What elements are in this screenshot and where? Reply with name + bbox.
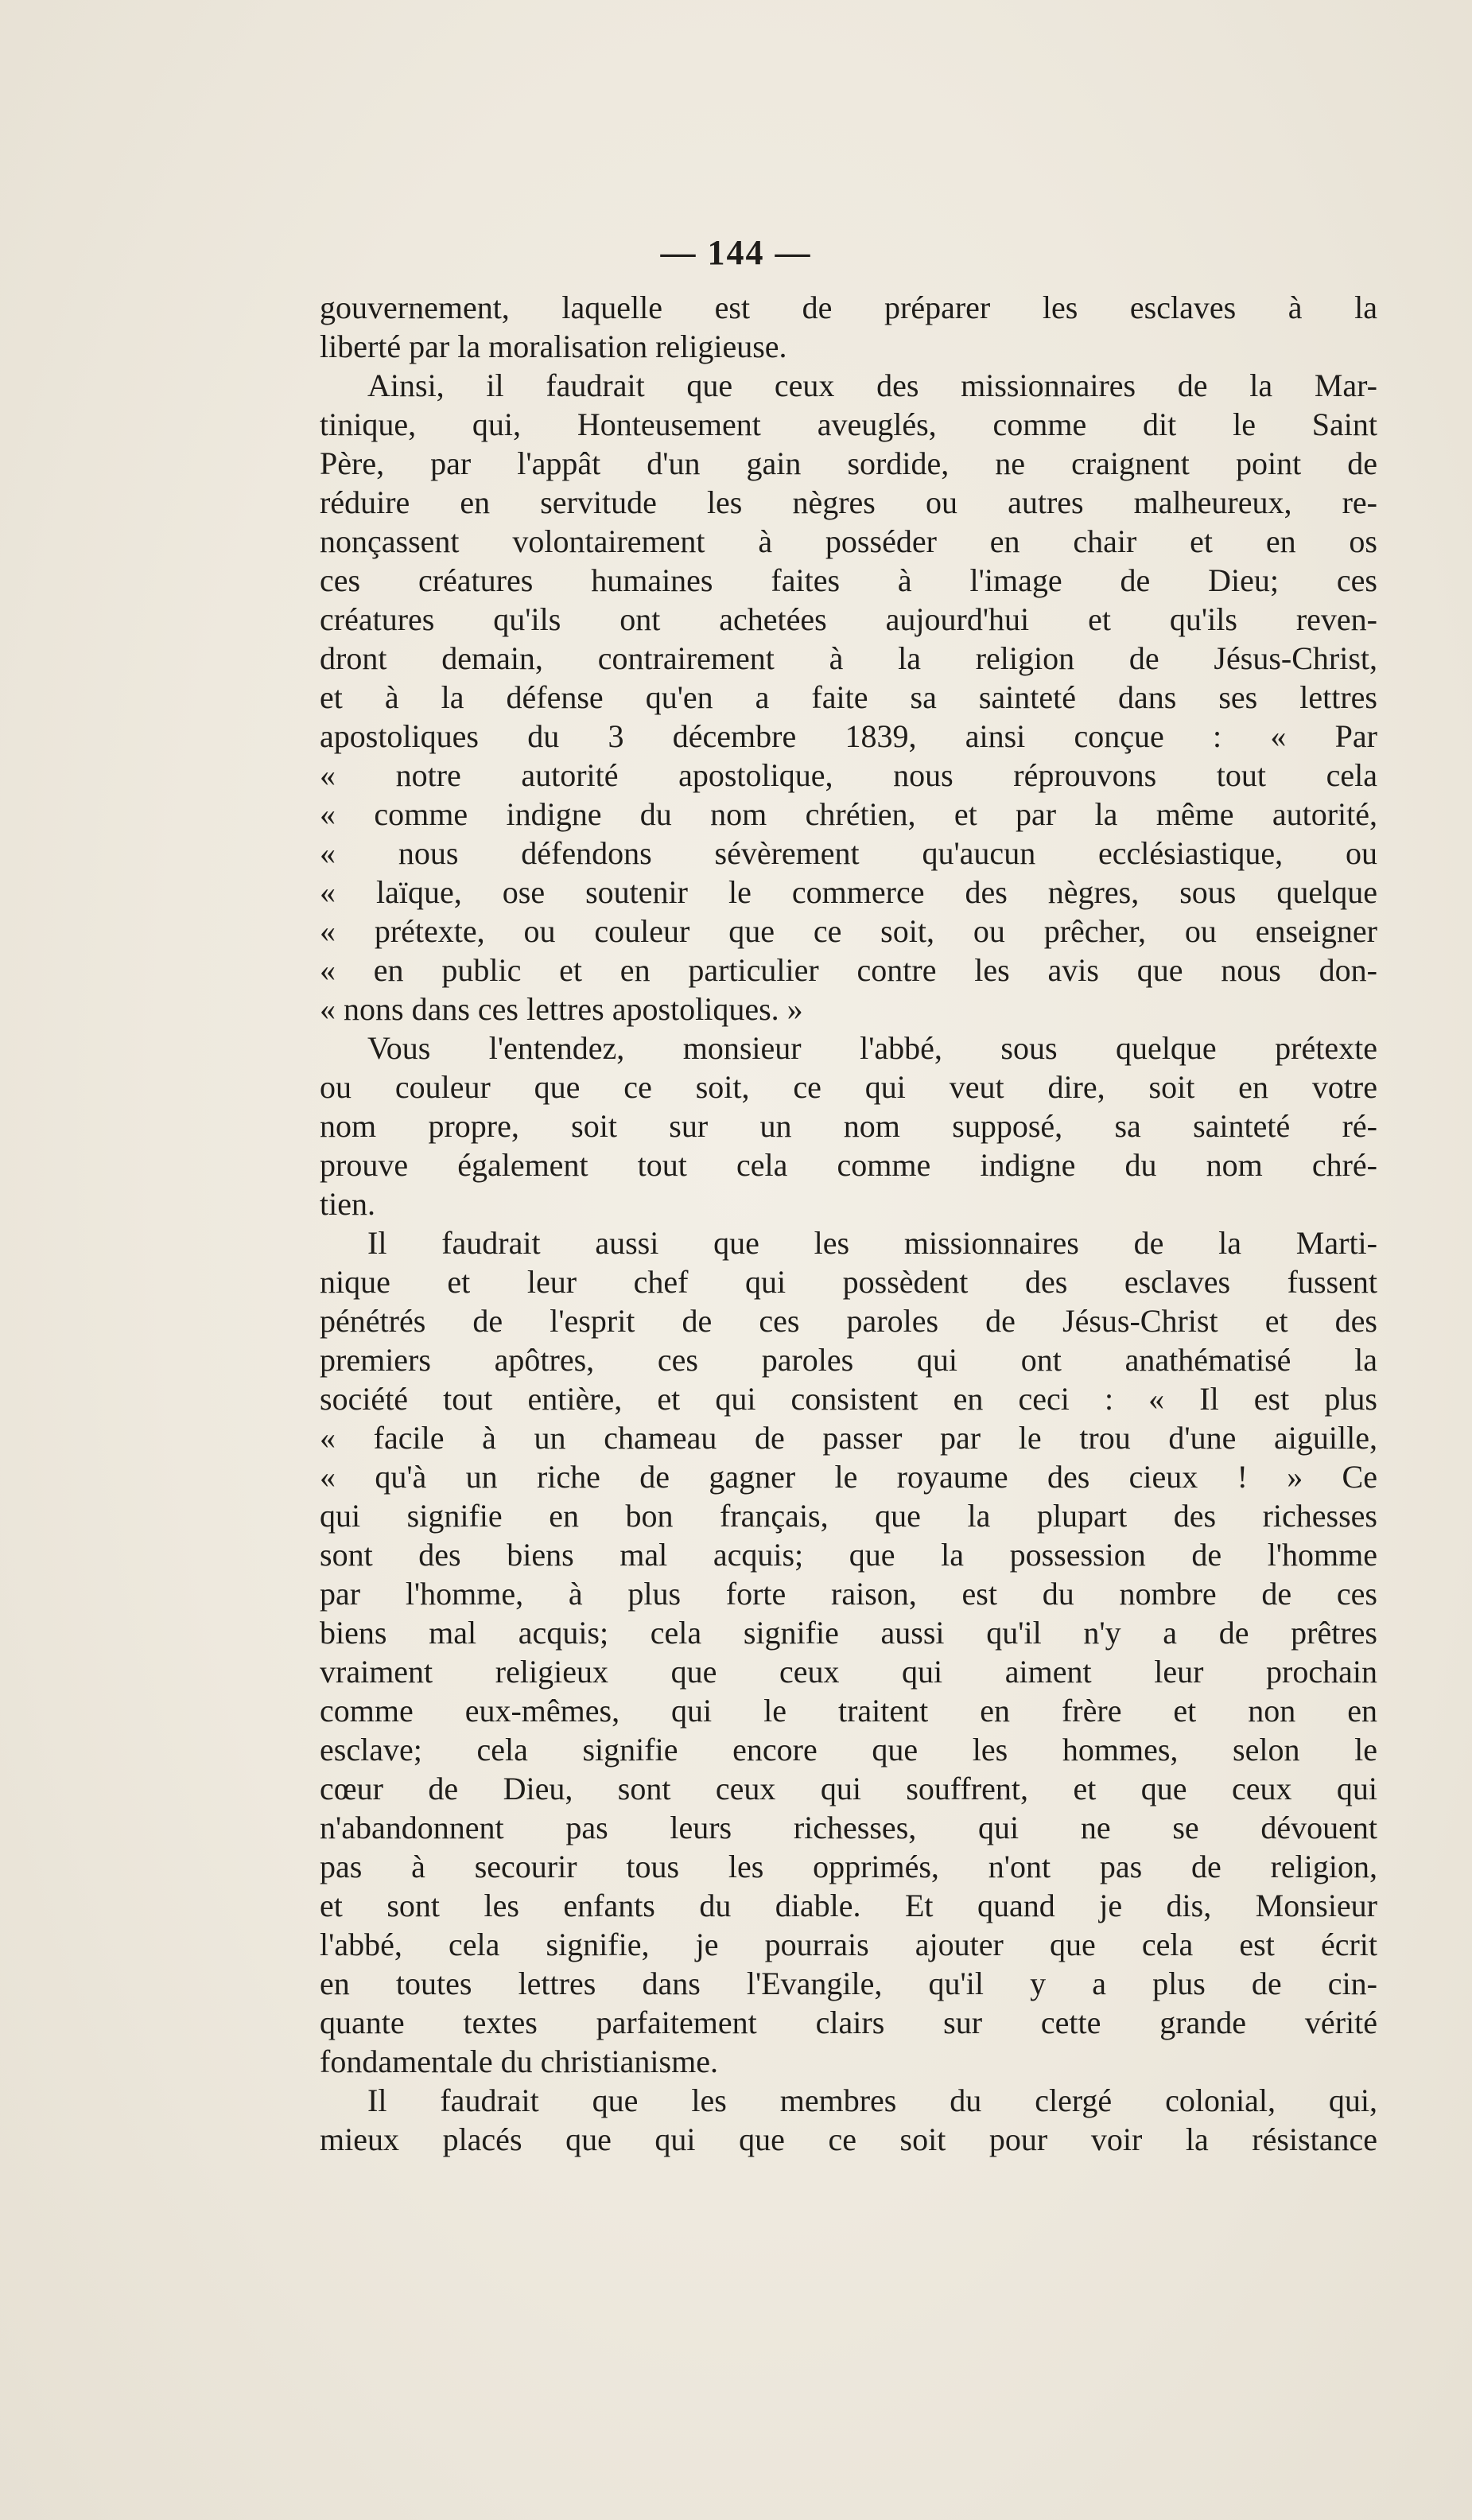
- text-line: apostoliques du 3 décembre 1839, ainsi conçue : « Par: [320, 718, 1377, 754]
- text-line: ou couleur que ce soit, ce qui veut dire, soit en votre: [320, 1069, 1377, 1105]
- text-line: créatures qu'ils ont achetées aujourd'hui et qu'ils reven-: [320, 601, 1377, 637]
- text-line: nique et leur chef qui possèdent des esclaves fussent: [320, 1264, 1377, 1300]
- text-line: Il faudrait que les membres du clergé colonial, qui,: [367, 2082, 1377, 2118]
- text-line: pénétrés de l'esprit de ces paroles de Jésus-Christ et des: [320, 1303, 1377, 1339]
- page-number: — 144 —: [660, 233, 812, 272]
- body-text: [320, 288, 1377, 2159]
- text-line: « notre autorité apostolique, nous réprouvons tout cela: [320, 757, 1377, 793]
- text-line: et sont les enfants du diable. Et quand je dis, Monsieur: [320, 1888, 1377, 1923]
- text-line: Ainsi, il faudrait que ceux des missionnaires de la Mar-: [367, 368, 1377, 403]
- text-line: fondamentale du christianisme.: [320, 2044, 718, 2079]
- text-line: gouvernement, laquelle est de préparer les esclaves à la: [320, 290, 1377, 325]
- text-line: « qu'à un riche de gagner le royaume des cieux ! » Ce: [320, 1459, 1377, 1495]
- text-line: Père, par l'appât d'un gain sordide, ne craignent point de: [320, 445, 1377, 481]
- text-line: « facile à un chameau de passer par le trou d'une aiguille,: [320, 1420, 1377, 1456]
- text-line: biens mal acquis; cela signifie aussi qu'il n'y a de prêtres: [320, 1615, 1377, 1651]
- text-line: sont des biens mal acquis; que la possession de l'homme: [320, 1537, 1377, 1573]
- text-line: liberté par la moralisation religieuse.: [320, 329, 787, 364]
- text-line: « laïque, ose soutenir le commerce des nègres, sous quelque: [320, 874, 1377, 910]
- text-line: esclave; cela signifie encore que les hommes, selon le: [320, 1732, 1377, 1768]
- text-line: l'abbé, cela signifie, je pourrais ajouter que cela est écrit: [320, 1927, 1377, 1962]
- text-line: pas à secourir tous les opprimés, n'ont pas de religion,: [320, 1849, 1377, 1884]
- text-line: « nons dans ces lettres apostoliques. »: [320, 991, 803, 1027]
- text-line: dront demain, contrairement à la religion de Jésus-Christ,: [320, 640, 1377, 676]
- text-line: et à la défense qu'en a faite sa sainteté dans ses lettres: [320, 679, 1377, 715]
- text-line: mieux placés que qui que ce soit pour voir la résistance: [320, 2121, 1377, 2157]
- text-line: tien.: [320, 1186, 375, 1222]
- text-line: société tout entière, et qui consistent en ceci : « Il est plus: [320, 1381, 1377, 1417]
- text-line: vraiment religieux que ceux qui aiment leur prochain: [320, 1654, 1377, 1690]
- text-line: réduire en servitude les nègres ou autres malheureux, re-: [320, 484, 1377, 520]
- text-line: nom propre, soit sur un nom supposé, sa sainteté ré-: [320, 1108, 1377, 1144]
- text-line: ces créatures humaines faites à l'image de Dieu; ces: [320, 562, 1377, 598]
- text-line: en toutes lettres dans l'Evangile, qu'il y a plus de cin-: [320, 1966, 1377, 2001]
- text-line: par l'homme, à plus forte raison, est du nombre de ces: [320, 1576, 1377, 1612]
- text-line: nonçassent volontairement à posséder en chair et en os: [320, 523, 1377, 559]
- text-line: prouve également tout cela comme indigne du nom chré-: [320, 1147, 1377, 1183]
- text-line: tinique, qui, Honteusement aveuglés, comme dit le Saint: [320, 406, 1377, 442]
- text-line: n'abandonnent pas leurs richesses, qui ne se dévouent: [320, 1810, 1377, 1845]
- text-line: « comme indigne du nom chrétien, et par la même autorité,: [320, 796, 1377, 832]
- text-line: « nous défendons sévèrement qu'aucun ecclésiastique, ou: [320, 835, 1377, 871]
- text-line: Il faudrait aussi que les missionnaires de la Marti-: [367, 1225, 1377, 1261]
- text-line: « en public et en particulier contre les avis que nous don-: [320, 952, 1377, 988]
- text-line: cœur de Dieu, sont ceux qui souffrent, et que ceux qui: [320, 1771, 1377, 1806]
- text-line: comme eux-mêmes, qui le traitent en frère et non en: [320, 1693, 1377, 1729]
- text-line: quante textes parfaitement clairs sur cette grande vérité: [320, 2005, 1377, 2040]
- text-line: « prétexte, ou couleur que ce soit, ou prêcher, ou enseigner: [320, 913, 1377, 949]
- text-line: qui signifie en bon français, que la plupart des richesses: [320, 1498, 1377, 1534]
- text-line: premiers apôtres, ces paroles qui ont anathématisé la: [320, 1342, 1377, 1378]
- text-line: Vous l'entendez, monsieur l'abbé, sous quelque prétexte: [367, 1030, 1377, 1066]
